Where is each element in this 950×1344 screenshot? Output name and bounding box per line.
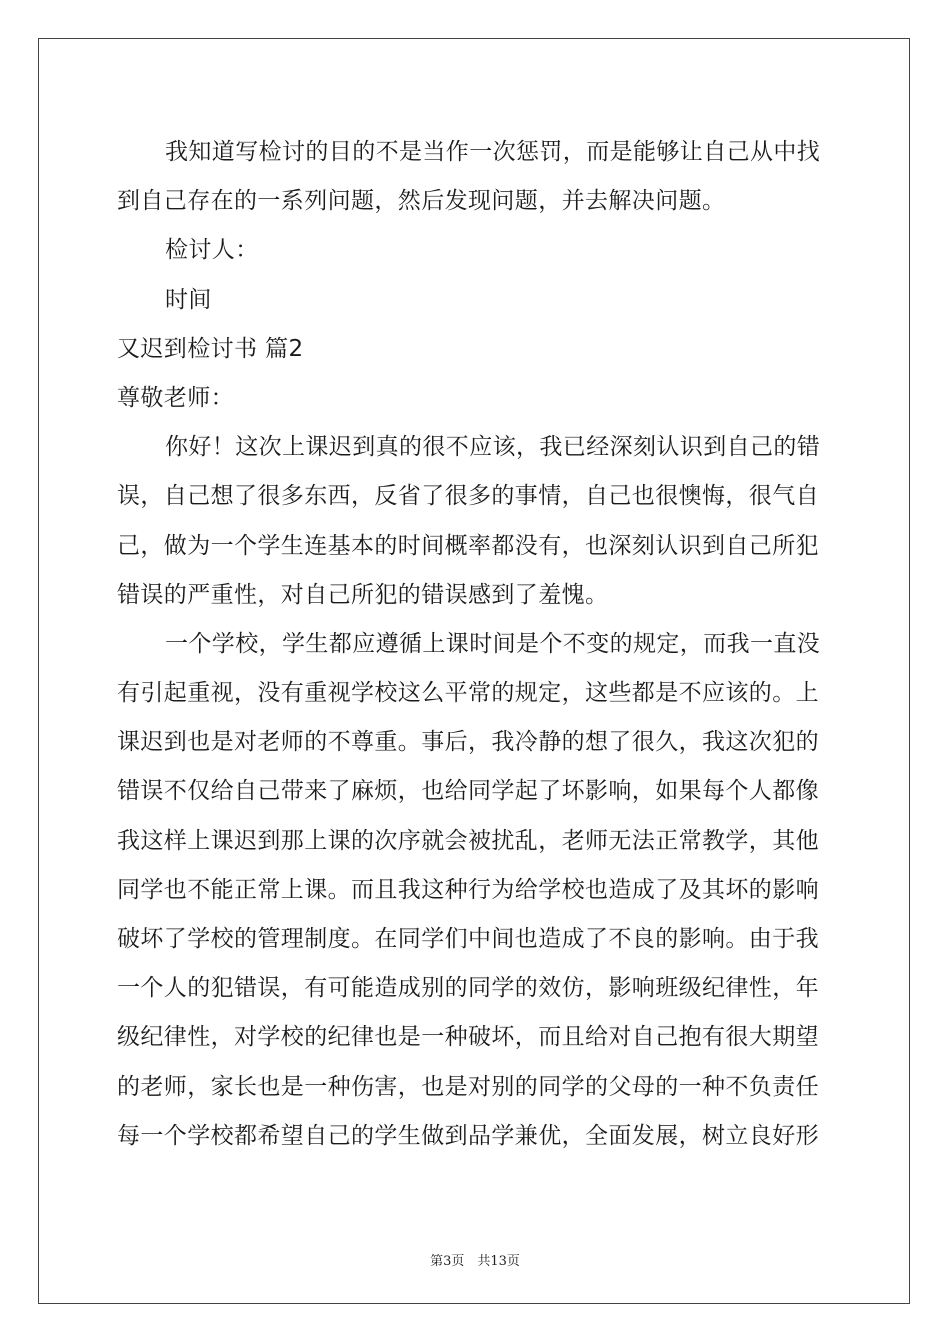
text-line: 误，自己想了很多东西，反省了很多的事情，自己也很懊悔，很气自	[117, 483, 819, 510]
section-title: 又迟到检讨书 篇2	[117, 335, 304, 362]
text-line: 的老师，家长也是一种伤害，也是对别的同学的父母的一种不负责任	[117, 1073, 819, 1100]
text-line: 有引起重视，没有重视学校这么平常的规定，这些都是不应该的。上	[117, 680, 819, 707]
text-line: 我这样上课迟到那上课的次序就会被扰乱，老师无法正常教学，其他	[117, 827, 819, 854]
salutation: 尊敬老师：	[117, 384, 234, 411]
page-number-label: 第3页 共13页	[430, 1254, 520, 1269]
text-line: 一个人的犯错误，有可能造成别的同学的效仿，影响班级纪律性，年	[117, 975, 819, 1002]
text-line: 到自己存在的一系列问题，然后发现问题，并去解决问题。	[117, 188, 726, 215]
text-line: 级纪律性，对学校的纪律也是一种破坏，而且给对自己抱有很大期望	[117, 1024, 819, 1051]
document-body	[117, 128, 833, 1161]
text-line: 错误不仅给自己带来了麻烦，也给同学起了坏影响，如果每个人都像	[117, 778, 819, 805]
text-line: 一个学校，学生都应遵循上课时间是个不变的规定，而我一直没	[165, 630, 821, 657]
signature-label: 检讨人：	[165, 237, 259, 264]
text-line: 破坏了学校的管理制度。在同学们中间也造成了不良的影响。由于我	[117, 926, 819, 952]
text-line: 每一个学校都希望自己的学生做到品学兼优，全面发展，树立良好形	[117, 1122, 819, 1149]
text-line: 错误的严重性，对自己所犯的错误感到了羞愧。	[117, 581, 609, 608]
time-label: 时间	[165, 286, 212, 313]
text-line: 课迟到也是对老师的不尊重。事后，我冷静的想了很久，我这次犯的	[117, 729, 819, 756]
text-line: 你好！这次上课迟到真的很不应该，我已经深刻认识到自己的错	[165, 434, 821, 461]
text-line: 同学也不能正常上课。而且我这种行为给学校也造成了及其坏的影响	[117, 876, 819, 903]
page-footer	[0, 1250, 950, 1269]
text-line: 己，做为一个学生连基本的时间概率都没有，也深刻认识到自己所犯	[117, 532, 819, 559]
text-line: 我知道写检讨的目的不是当作一次惩罚，而是能够让自己从中找	[165, 139, 821, 165]
